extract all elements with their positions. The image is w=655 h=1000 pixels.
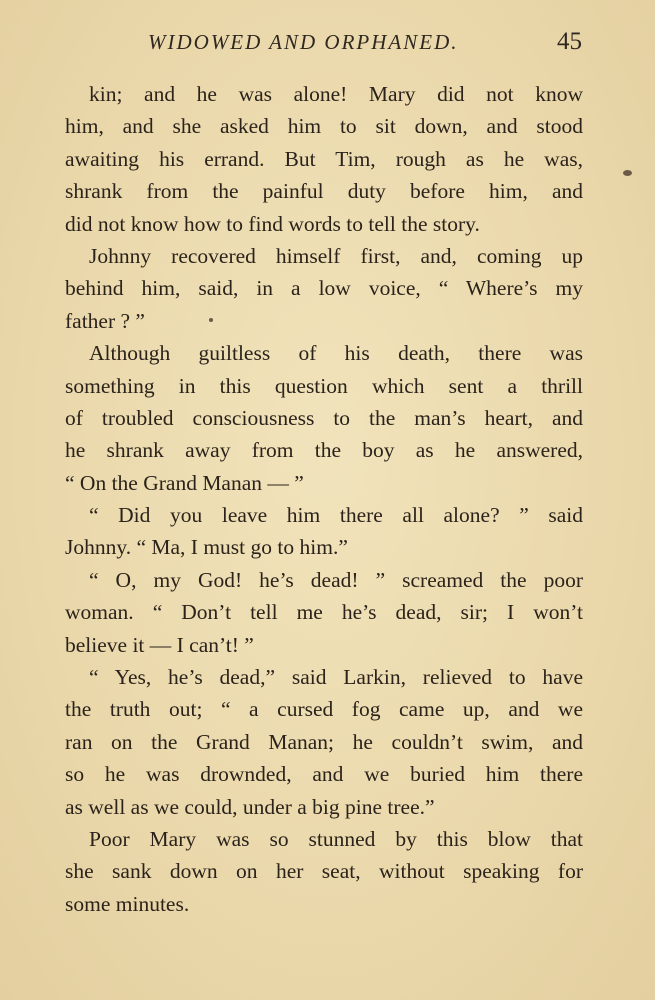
paragraph <box>65 564 583 661</box>
text-line: “ O, my God! he’s dead! ” screamed the poor <box>89 567 583 592</box>
text-line: Poor Mary was so stunned by this blow that <box>89 826 583 851</box>
text-line: believe it — I can’t! ” <box>65 632 254 657</box>
text-line: “ Did you leave him there all alone? ” said <box>89 503 583 528</box>
text-line: so he was drownded, and we buried him there <box>65 762 583 787</box>
paragraph <box>65 240 583 337</box>
text-line: awaiting his errand. But Tim, rough as he was, <box>65 146 583 171</box>
text-line: kin; and he was alone! Mary did not know <box>89 82 583 106</box>
text-line: Although guiltless of his death, there was <box>89 341 583 366</box>
paragraph <box>65 661 583 823</box>
text-line: did not know how to find words to tell the story. <box>65 211 480 236</box>
text-line: something in this question which sent a thrill <box>65 373 583 398</box>
text-line: “ On the Grand Manan — ” <box>65 470 304 495</box>
text-line: some minutes. <box>65 891 190 916</box>
body-text <box>65 78 583 920</box>
ink-speck <box>623 170 632 176</box>
paragraph <box>65 823 583 920</box>
page-number: 45 <box>557 28 582 55</box>
text-line: she sank down on her seat, without speaking for <box>65 859 583 884</box>
text-line: him, and she asked him to sit down, and stood <box>65 114 583 139</box>
text-line: “ Yes, he’s dead,” said Larkin, relieved to have <box>89 665 583 690</box>
running-title: WIDOWED AND ORPHANED. <box>148 30 459 54</box>
text-line: shrank from the painful duty before him, and <box>65 179 583 204</box>
text-line: Johnny. “ Ma, I must go to him.” <box>65 535 348 560</box>
paragraph <box>65 337 583 499</box>
paragraph <box>65 78 583 240</box>
text-line: he shrank away from the boy as he answered, <box>65 438 583 463</box>
text-line: Johnny recovered himself first, and, coming up <box>89 243 583 268</box>
text-line: the truth out; “ a cursed fog came up, and we <box>65 697 583 722</box>
text-line: of troubled consciousness to the man’s heart, and <box>65 405 583 430</box>
text-line: father ? ” <box>65 308 145 333</box>
running-head <box>0 28 655 58</box>
paragraph <box>65 499 583 564</box>
text-line: as well as we could, under a big pine tree.” <box>65 794 435 819</box>
text-line: woman. “ Don’t tell me he’s dead, sir; I won’t <box>65 600 583 625</box>
text-line: ran on the Grand Manan; he couldn’t swim, and <box>65 729 583 754</box>
ink-speck <box>209 318 213 322</box>
text-line: behind him, said, in a low voice, “ Where’s my <box>65 276 583 301</box>
